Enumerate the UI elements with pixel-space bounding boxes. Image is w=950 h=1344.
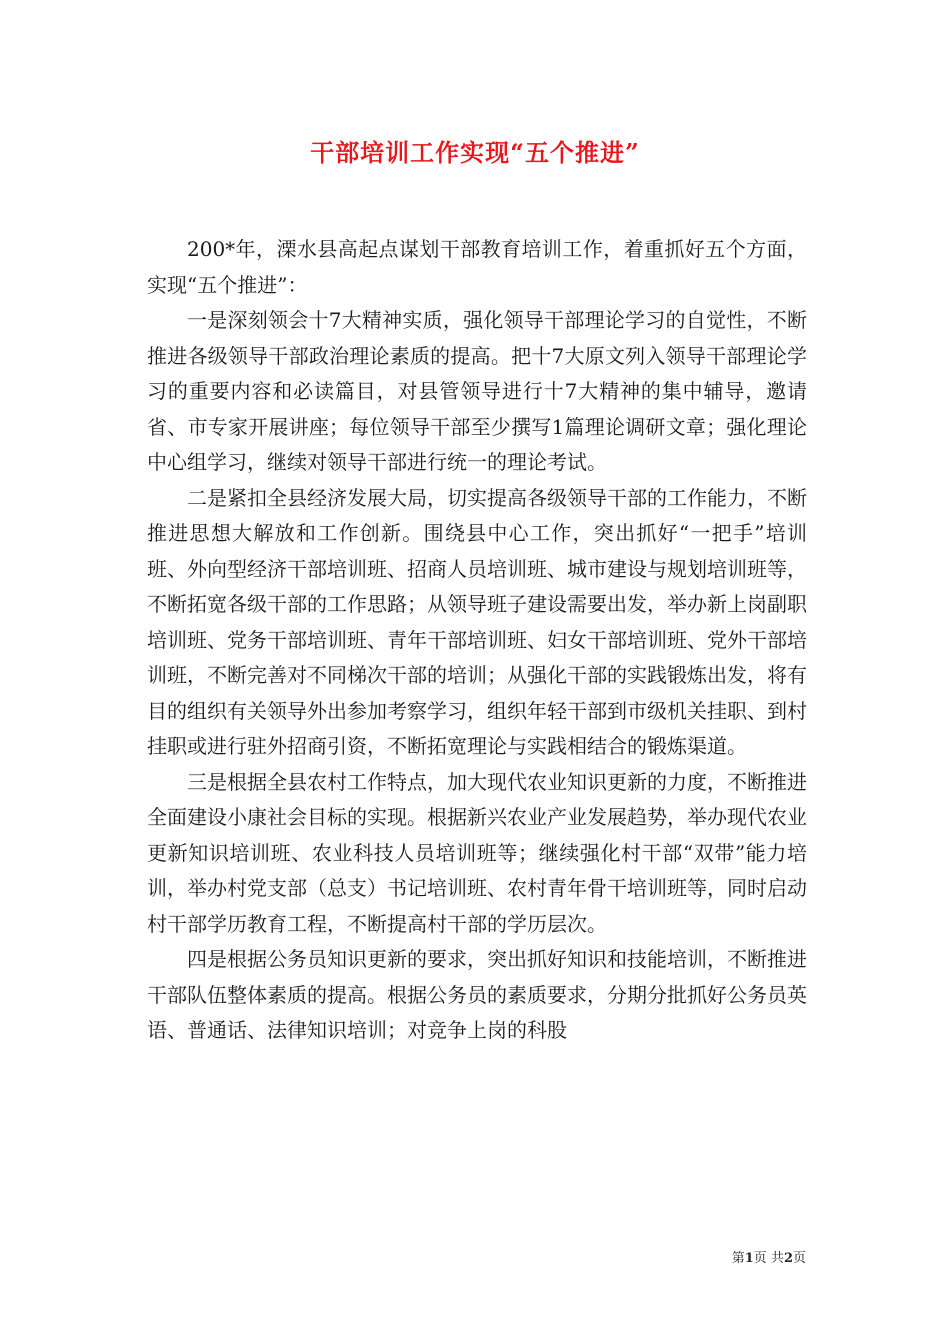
footer-prefix: 第 — [731, 1251, 745, 1266]
footer-middle: 页 共 — [753, 1251, 784, 1266]
paragraph-4: 四是根据公务员知识更新的要求，突出抓好知识和技能培训，不断推进干部队伍整体素质的提高。根据公务员的素质要求，分期分批抓好公务员英语、普通话、法律知识培训；对竞争上岗的科股 — [147, 947, 807, 1042]
total-page-number: 2 — [783, 1251, 793, 1266]
paragraph-3: 三是根据全县农村工作特点，加大现代农业知识更新的力度，不断推进全面建设小康社会目标的实现。根据新兴农业产业发展趋势，举办现代农业更新知识培训班、农业科技人员培训班等；继续强化村干部“双带”能力培训，举办村党支部（总支）书记培训班、农村青年骨干培训班等，同时启动村干部学历教育工程，不断提高村干部的学历层次。 — [147, 769, 807, 936]
page-number-footer — [0, 1247, 806, 1266]
paragraph-2: 二是紧扣全县经济发展大局，切实提高各级领导干部的工作能力，不断推进思想大解放和工作创新。围绕县中心工作，突出抓好“一把手”培训班、外向型经济干部培训班、招商人员培训班、城市建设与规划培训班等，不断拓宽各级干部的工作思路；从领导班子建设需要出发，举办新上岗副职培训班、党务干部培训班、青年干部培训班、妇女干部培训班、党外干部培训班，不断完善对不同梯次干部的培训；从强化干部的实践锻炼出发，将有目的组织有关领导外出参加考察学习，组织年轻干部到市级机关挂职、到村挂职或进行驻外招商引资，不断拓宽理论与实践相结合的锻炼渠道。 — [147, 485, 807, 758]
current-page-number: 1 — [744, 1251, 754, 1266]
document-body — [147, 232, 807, 1049]
document-title: 干部培训工作实现“五个推进” — [310, 138, 640, 167]
paragraph-1: 一是深刻领会十7大精神实质，强化领导干部理论学习的自觉性，不断推进各级领导干部政治理论素质的提高。把十7大原文列入领导干部理论学习的重要内容和必读篇目，对县管领导进行十7大精神的集中辅导，邀请省、市专家开展讲座；每位领导干部至少撰写1篇理论调研文章；强化理论中心组学习，继续对领导干部进行统一的理论考试。 — [147, 308, 807, 474]
footer-suffix: 页 — [792, 1251, 806, 1266]
paragraph-intro: 200*年，溧水县高起点谋划干部教育培训工作，着重抓好五个方面，实现“五个推进”： — [147, 237, 807, 297]
